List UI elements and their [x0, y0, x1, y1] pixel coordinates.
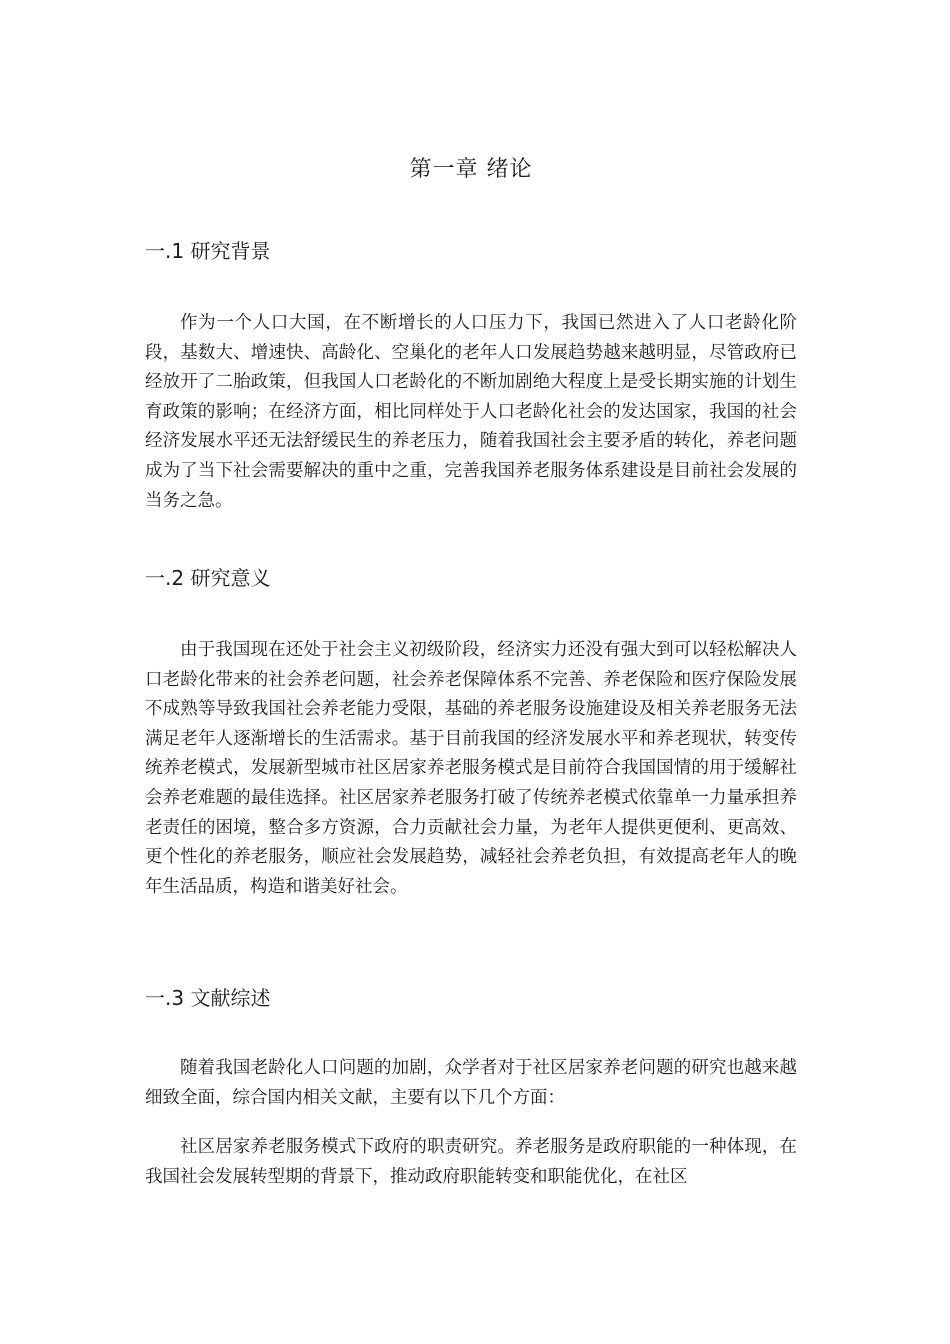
- section-heading-literature-review: 一.3 文献综述: [145, 986, 271, 1010]
- paragraph-background: 作为一个人口大国，在不断增长的人口压力下，我国已然进入了人口老龄化阶段，基数大、增速快、高龄化、空巢化的老年人口发展趋势越来越明显，尽管政府已经放开了二胎政策，但我国人口老龄化的不断加剧绝大程度上是受长期实施的计划生育政策的影响；在经济方面，相比同样处于人口老龄化社会的发达国家，我国的社会经济发展水平还无法舒缓民生的养老压力，随着我国社会主要矛盾的转化，养老问题成为了当下社会需要解决的重中之重，完善我国养老服务体系建设是目前社会发展的当务之急。: [145, 313, 797, 511]
- chapter-title: 第一章 绪论: [409, 157, 533, 182]
- paragraph-literature-intro: 随着我国老龄化人口问题的加剧，众学者对于社区居家养老问题的研究也越来越细致全面，综合国内相关文献，主要有以下几个方面：: [145, 1058, 797, 1108]
- paragraph-significance: 由于我国现在还处于社会主义初级阶段，经济实力还没有强大到可以轻松解决人口老龄化带来的社会养老问题，社会养老保障体系不完善、养老保险和医疗保险发展不成熟等导致我国社会养老能力受限，基础的养老服务设施建设及相关养老服务无法满足老年人逐渐增长的生活需求。基于目前我国的经济发展水平和养老现状，转变传统养老模式，发展新型城市社区居家养老服务模式是目前符合我国国情的用于缓解社会养老难题的最佳选择。社区居家养老服务打破了传统养老模式依靠单一力量承担养老责任的困境，整合多方资源，合力贡献社会力量，为老年人提供更便利、更高效、更个性化的养老服务，顺应社会发展趋势，减轻社会养老负担，有效提高老年人的晚年生活品质，构造和谐美好社会。: [145, 640, 797, 897]
- section-heading-background: 一.1 研究背景: [145, 239, 271, 263]
- paragraph-literature-government: 社区居家养老服务模式下政府的职责研究。养老服务是政府职能的一种体现，在我国社会发展转型期的背景下，推动政府职能转变和职能优化，在社区: [145, 1137, 797, 1187]
- section-heading-significance: 一.2 研究意义: [145, 566, 271, 590]
